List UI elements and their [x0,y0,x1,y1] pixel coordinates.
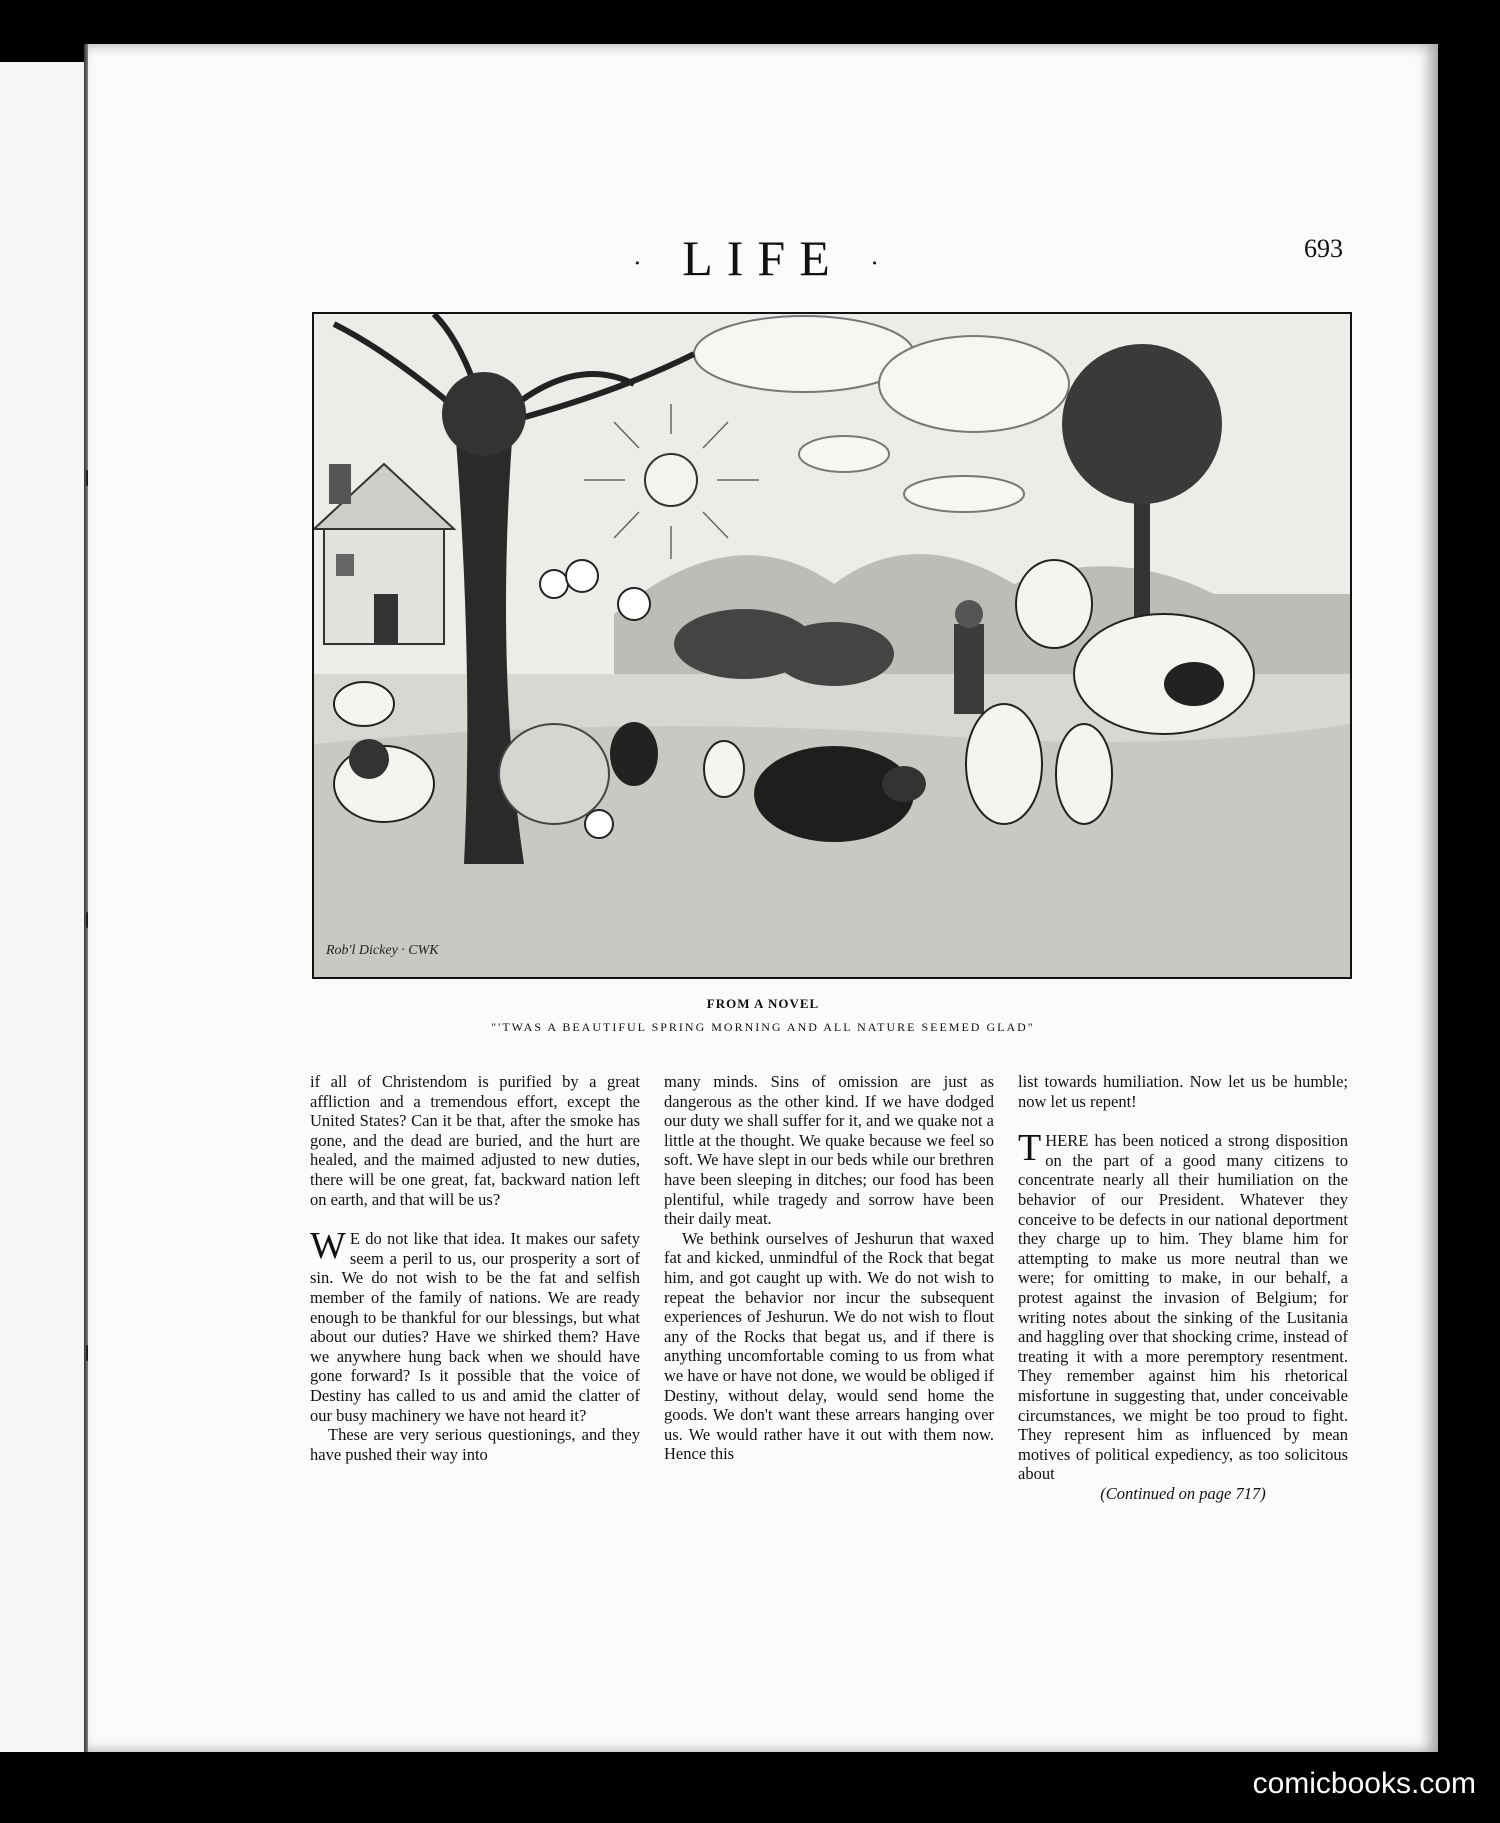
paragraph: We bethink ourselves of Jeshurun that waxed fat and kicked, unmindful of the Rock that begat him, and got caught up with. We do not wish to repeat the behavior nor incur the subsequent experiences of Jeshurun. We do not wish to flout any of the Rocks that begat us, and if there is anything uncomfortable coming to us from what we have or have not done, we would be obliged if Destiny, without delay, would send home the goods. We don't want these arrears hanging over us. We would rather have it out with them now. Hence this [664,1228,994,1464]
paragraph [1018,1127,1348,1484]
paragraph [310,1225,640,1425]
previous-page-edge [0,62,87,1752]
continued-note: (Continued on page 717) [1100,1483,1266,1503]
paragraph-text: E do not like that idea. It makes our safety seem a peril to us, our prosperity a sort of sin. We do not wish to be the fat and selfish member of the family of nations. We are ready enough to be thankful for our blessings, but what about our duties? Have we shirked them? Have we anywhere hung back when we should have gone forward? Is it possible that the voice of Destiny has called to us and amid the clatter of our busy machinery we have not heard it? [310,1229,640,1425]
masthead-dot-right: · [870,248,893,278]
cartoon-illustration [312,312,1352,979]
paragraph: These are very serious questionings, and they have pushed their way into [310,1425,640,1464]
text-column-2 [664,1072,994,1464]
paragraph: list towards humiliation. Now let us be humble; now let us repent! [1018,1072,1348,1111]
magazine-page [88,44,1438,1752]
paragraph: many minds. Sins of omission are just as dangerous as the other kind. If we have dodged our duty we shall suffer for it, and we quake not a little at the thought. We quake because we feel so soft. We have slept in our beds while our brethren have been sleeping in ditches; our food has been plentiful, while tragedy and sorrow have been their daily meat. [664,1072,994,1229]
caption-subtitle: "'TWAS A BEAUTIFUL SPRING MORNING AND ALL NATURE SEEMED GLAD" [491,1020,1035,1034]
masthead [88,229,1438,287]
masthead-dot-left: · [633,248,656,278]
masthead-title: LIFE [682,230,844,286]
drop-cap: T [1018,1127,1042,1170]
paragraph-text: HERE has been noticed a strong disposition on the part of a good many citizens to concentrate nearly all their humiliation on the behavior of our President. Whatever they conceive to be defects in our national deportment they charge up to him. They blame him for attempting to make us more neutral than we were; for omitting to make, in our behalf, a protest against the invasion of Belgium; for writing notes about the sinking of the Lusitania and haggling over that shocking crime, instead of treating it with a more peremptory resentment. They remember against him his rhetorical misfortune in suggesting that, under conceivable circumstances, we might be too proud to fight. They represent him as influenced by mean motives of political expediency, as too solicitous about [1018,1131,1348,1484]
paragraph: if all of Christendom is purified by a great affliction and a tremendous effort, except the United States? Can it be that, after the smoke has gone, and the dead are buried, and the hurt are healed, and the maimed adjusted to new duties, there will be one great, fat, backward nation left on earth, and that will be us? [310,1072,640,1209]
page-number: 693 [1304,234,1343,263]
text-column-1 [310,1072,640,1464]
artist-signature: Rob'l Dickey · CWK [326,943,439,958]
drop-cap: W [310,1225,346,1268]
text-column-3 [1018,1072,1348,1503]
smiling-rock [499,724,609,824]
watermark: comicbooks.com [1252,1767,1476,1800]
caption-title: FROM A NOVEL [706,996,820,1011]
